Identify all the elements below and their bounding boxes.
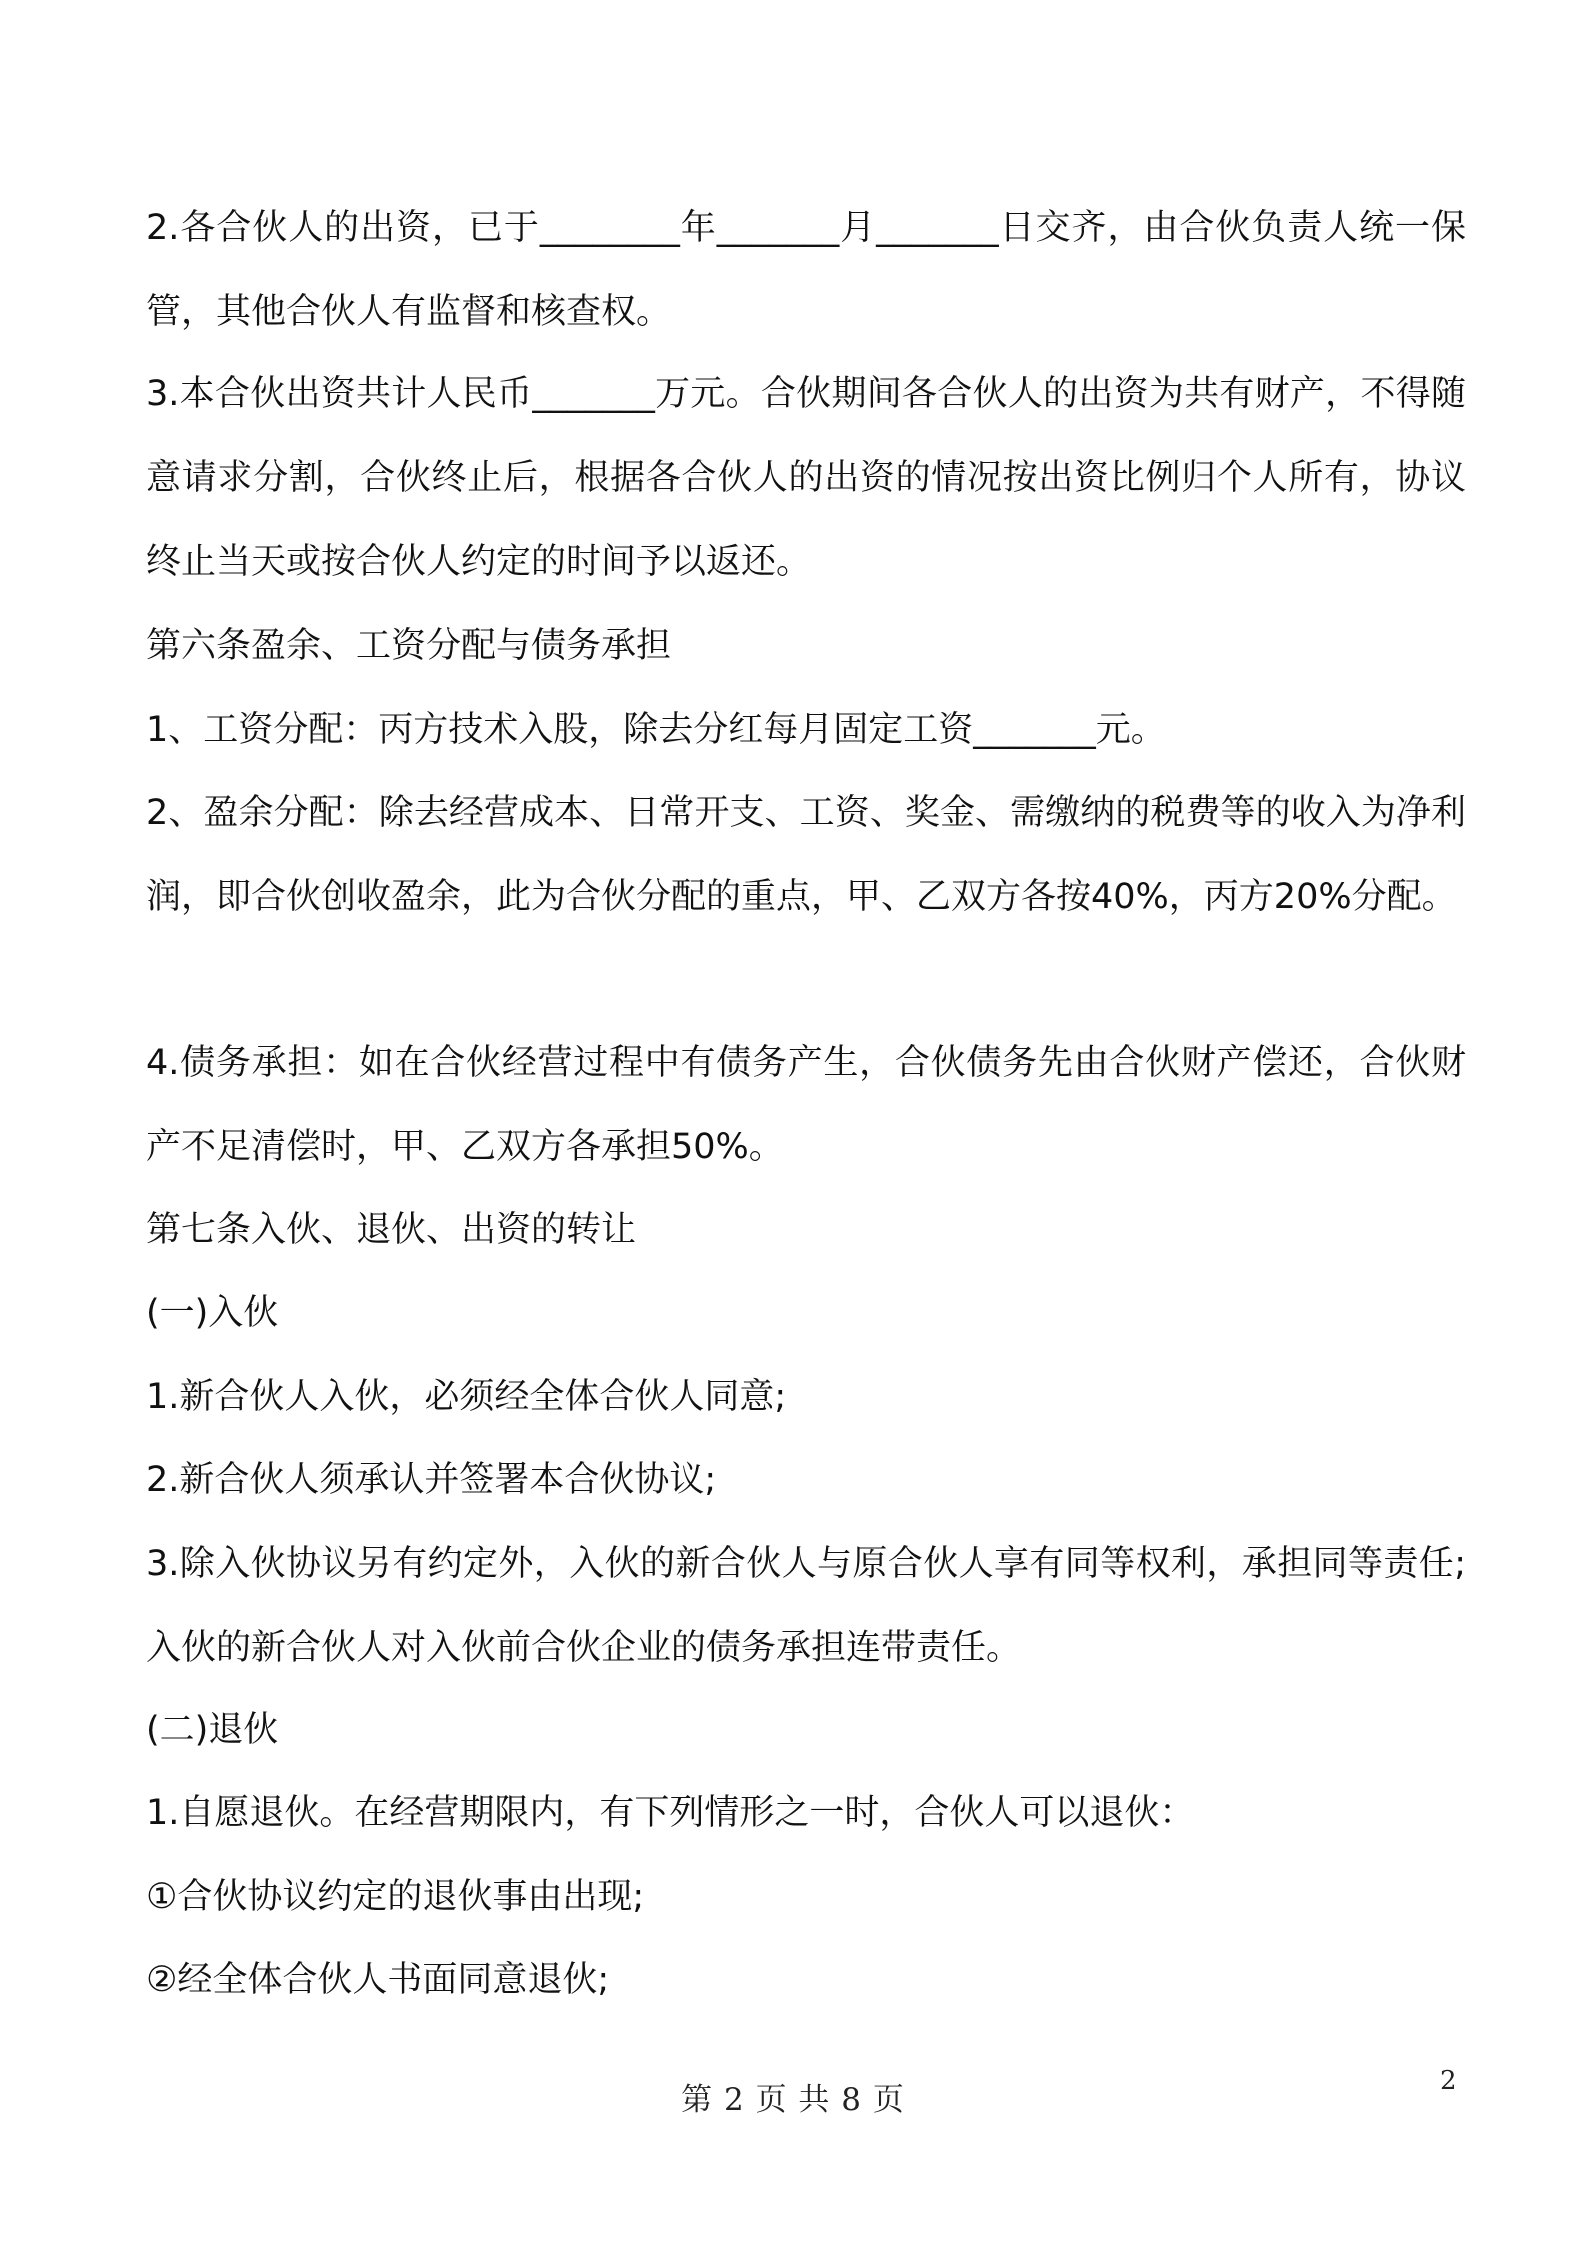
paragraph-voluntary-withdrawal: 1.自愿退伙。在经营期限内，有下列情形之一时，合伙人可以退伙： xyxy=(146,1793,1195,1833)
paragraph-salary-distribution: 1、工资分配：丙方技术入股，除去分红每月固定工资_______元。 xyxy=(146,710,1166,750)
paragraph-contribution-delivery: 2.各合伙人的出资，已于________年_______月_______日交齐，由合伙负责人统一保管，其他合伙人有监督和核查权。 xyxy=(146,208,1466,332)
list-item-withdrawal-cause: ①合伙协议约定的退伙事由出现; xyxy=(146,1877,645,1917)
paragraph-total-contribution: 3.本合伙出资共计人民币_______万元。合伙期间各合伙人的出资为共有财产，不得随意请求分割，合伙终止后，根据各合伙人的出资的情况按出资比例归个人所有，协议终止当天或按合伙人约定的时间予以返还。 xyxy=(146,374,1466,582)
article-6-heading: 第六条盈余、工资分配与债务承担 xyxy=(146,626,672,666)
paragraph-joining-sign: 2.新合伙人须承认并签署本合伙协议; xyxy=(146,1460,717,1500)
section-withdrawal-heading: (二)退伙 xyxy=(146,1710,279,1750)
page-footer-label: 第 2 页 共 8 页 xyxy=(681,2082,905,2118)
paragraph-joining-rights: 3.除入伙协议另有约定外，入伙的新合伙人与原合伙人享有同等权利，承担同等责任;入伙的新合伙人对入伙前合伙企业的债务承担连带责任。 xyxy=(146,1544,1466,1668)
page-number: 2 xyxy=(1440,2066,1457,2096)
section-joining-heading: (一)入伙 xyxy=(146,1293,279,1333)
list-item-withdrawal-consent: ②经全体合伙人书面同意退伙; xyxy=(146,1960,610,2000)
paragraph-debt-liability: 4.债务承担：如在合伙经营过程中有债务产生，合伙债务先由合伙财产偿还，合伙财产不足清偿时，甲、乙双方各承担50%。 xyxy=(146,1043,1466,1167)
paragraph-profit-distribution: 2、盈余分配：除去经营成本、日常开支、工资、奖金、需缴纳的税费等的收入为净利润，即合伙创收盈余，此为合伙分配的重点，甲、乙双方各按40%，丙方20%分配。 xyxy=(146,793,1466,917)
article-7-heading: 第七条入伙、退伙、出资的转让 xyxy=(146,1210,637,1250)
paragraph-joining-consent: 1.新合伙人入伙，必须经全体合伙人同意; xyxy=(146,1377,787,1417)
